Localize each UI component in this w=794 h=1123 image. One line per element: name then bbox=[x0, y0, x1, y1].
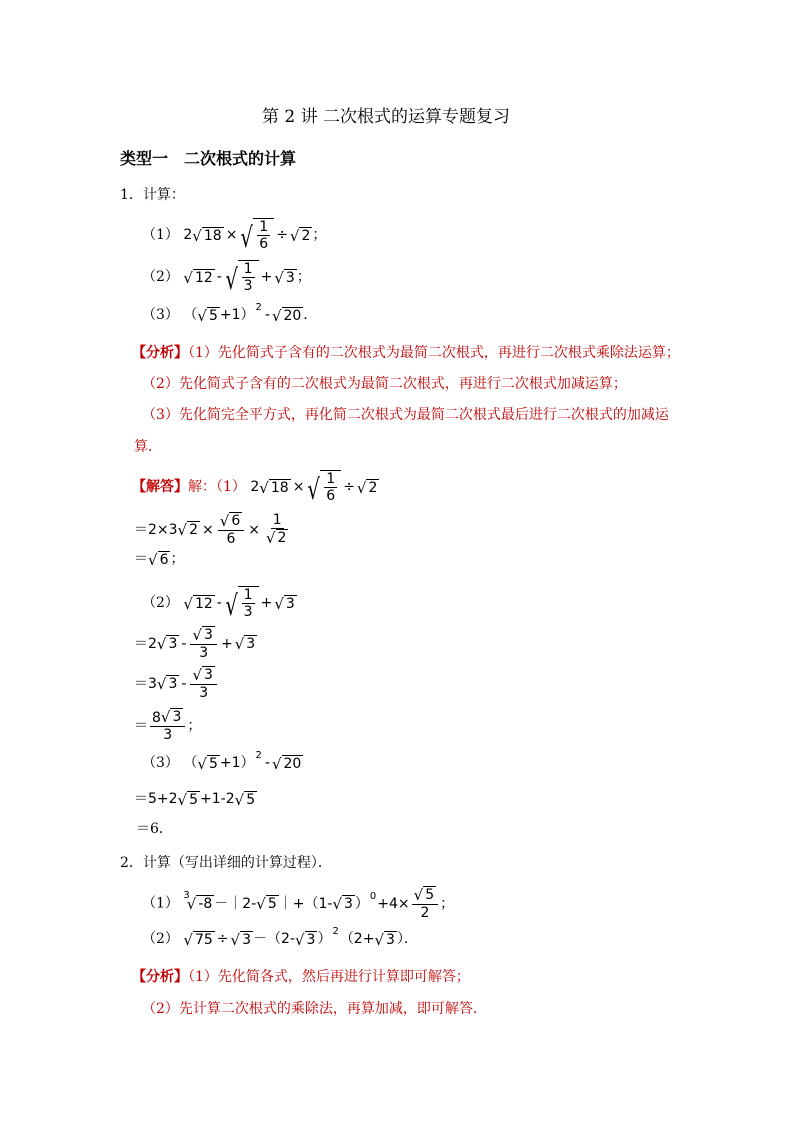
fraction: √ 6 6 bbox=[218, 512, 244, 547]
radicand: 3 bbox=[246, 636, 256, 652]
denominator: 3 bbox=[199, 685, 209, 701]
q1-step-4 bbox=[134, 666, 219, 701]
sqrt-fraction: √ $\frac{1}{3}$ bbox=[224, 586, 259, 620]
expression bbox=[134, 708, 201, 743]
equals: ＝ bbox=[134, 551, 148, 567]
expression: ＝ 3 √ 3 - √ 3 3 bbox=[134, 666, 219, 701]
q2-analysis-line-2: （2）先计算二次根式的乘除法，再算加减，即可解答． bbox=[142, 1001, 487, 1017]
sqrt: √ 12 bbox=[183, 594, 213, 613]
radicand: 3 bbox=[386, 931, 395, 948]
radicand: 3 bbox=[285, 595, 295, 612]
q1-step-7: ＝6． bbox=[136, 821, 173, 837]
analysis-text: （1）先化简式子含有的二次根式为最简二次根式，再进行二次根式乘除法运算； bbox=[188, 345, 680, 361]
radicand: 5 bbox=[208, 755, 218, 772]
term: +1-2 bbox=[200, 791, 235, 807]
punct: ； bbox=[440, 895, 455, 912]
label: （1） bbox=[142, 227, 179, 243]
expression: （ √ 5 +1） 2 - √ 20 bbox=[183, 752, 303, 774]
label: （2） bbox=[142, 269, 179, 285]
radicand: 5 bbox=[246, 791, 256, 808]
punct: ． bbox=[303, 307, 318, 323]
punct: ； bbox=[312, 227, 327, 243]
q2-stem: 2．计算（写出详细的计算过程）． bbox=[120, 855, 332, 871]
radicand: 3 bbox=[204, 667, 213, 683]
exponent: 0 bbox=[369, 890, 377, 902]
answer-tag: 【解答】 bbox=[132, 479, 188, 495]
radicand: 3 bbox=[344, 896, 353, 912]
term: （2+ bbox=[339, 931, 375, 947]
radicand: 18 bbox=[270, 479, 289, 496]
numerator: 1 bbox=[259, 219, 269, 235]
sqrt: √ 2 bbox=[177, 521, 199, 539]
radicand: 6 bbox=[231, 513, 241, 529]
equals: ＝ bbox=[134, 791, 148, 807]
exponent: 2 bbox=[332, 926, 339, 937]
term: 2 bbox=[148, 635, 157, 652]
numerator: 1 bbox=[243, 587, 253, 603]
sqrt: √ 3 bbox=[374, 930, 395, 949]
term: +1） bbox=[219, 755, 255, 771]
fraction: 1 √ 2 bbox=[265, 512, 287, 547]
label: （2） bbox=[142, 595, 179, 611]
equals: ＝ bbox=[134, 635, 148, 652]
q1-step-6 bbox=[134, 788, 257, 810]
sqrt: √ 3 bbox=[156, 635, 178, 653]
label: （1） bbox=[142, 895, 179, 912]
sqrt-fraction: √ $\frac{1}{6}$ bbox=[239, 218, 274, 252]
term: －（2- bbox=[252, 931, 295, 947]
radicand: 5 bbox=[425, 887, 435, 903]
label: （3） bbox=[142, 307, 179, 323]
q1-analysis-line-3: （3）先化简完全平方式，再化简二次根式为最简二次根式最后进行二次根式的加减运 bbox=[142, 407, 669, 423]
sqrt-fraction: √ $\frac{1}{6}$ bbox=[306, 470, 341, 504]
q2-part1 bbox=[142, 886, 454, 921]
punct: ）． bbox=[396, 931, 418, 947]
sqrt: √ 2 bbox=[356, 478, 378, 497]
radicand: 12 bbox=[194, 595, 213, 612]
sqrt-fraction: √ $\frac{1}{3}$ bbox=[224, 260, 259, 294]
q1-step-3 bbox=[134, 626, 257, 661]
punct: ； bbox=[187, 717, 202, 734]
radicand: 20 bbox=[283, 755, 302, 772]
punct: ； bbox=[170, 551, 185, 567]
expression: 2 √ 18 × √ $\frac{1}{6}$ ÷ √ 2 ； bbox=[183, 219, 327, 254]
equals: ＝ bbox=[134, 675, 148, 692]
analysis-text: （1）先化简各式，然后再进行计算即可解答； bbox=[188, 969, 470, 985]
q1-analysis-line-2: （2）先化简式子含有的二次根式为最简二次根式，再进行二次根式加减运算； bbox=[142, 376, 627, 392]
root-index: 3 bbox=[183, 889, 190, 901]
radicand: 3 bbox=[168, 676, 178, 692]
radicand: 3 bbox=[242, 931, 251, 948]
term: ｜+（1- bbox=[278, 895, 333, 912]
label: （3） bbox=[142, 755, 179, 771]
sqrt: √ 5 bbox=[197, 306, 218, 325]
q1-answer-part3 bbox=[142, 752, 303, 774]
radicand: 2 bbox=[189, 522, 199, 538]
sqrt: √ 75 bbox=[183, 930, 213, 949]
denominator: 3 bbox=[199, 645, 209, 661]
q1-analysis-line-4: 算． bbox=[134, 439, 162, 455]
q1-step-5 bbox=[134, 708, 201, 743]
radicand: 3 bbox=[306, 931, 316, 948]
sqrt: √ 18 bbox=[259, 478, 289, 497]
exponent: 2 bbox=[255, 302, 262, 313]
analysis-tag: 【分析】 bbox=[132, 969, 188, 985]
sqrt: √ 5 bbox=[177, 790, 199, 809]
coef: 2 bbox=[183, 227, 193, 243]
radicand: 3 bbox=[285, 269, 295, 286]
radicand: 5 bbox=[189, 791, 199, 808]
radicand: 20 bbox=[283, 307, 302, 324]
section-heading: 类型一 二次根式的计算 bbox=[120, 149, 297, 168]
expression: ＝ 2×3 √ 2 × √ 6 6 × 1 √ 2 bbox=[134, 512, 292, 547]
denominator: 3 bbox=[243, 278, 253, 294]
denominator: 6 bbox=[326, 488, 336, 504]
sqrt: √ 20 bbox=[271, 754, 302, 773]
numerator: 1 bbox=[272, 512, 282, 528]
expression: 2 √ 18 × √ $\frac{1}{6}$ ÷ √ 2 bbox=[250, 471, 378, 506]
expression bbox=[134, 548, 184, 570]
radicand: 3 bbox=[168, 636, 178, 652]
sqrt: √ 5 bbox=[197, 754, 218, 773]
q1-answer-part1 bbox=[132, 470, 379, 504]
radicand: 3 bbox=[172, 709, 182, 725]
sqrt: √ 5 bbox=[234, 790, 256, 809]
expression: （ √ 5 +1） 2 - √ 20 ． bbox=[183, 304, 317, 326]
sqrt: √ 6 bbox=[148, 550, 169, 569]
radicand: 2 bbox=[301, 227, 311, 244]
fraction: 8 √ 3 3 bbox=[150, 708, 185, 743]
page-title: 第 2 讲 二次根式的运算专题复习 bbox=[262, 107, 511, 127]
exponent: 2 bbox=[255, 750, 262, 761]
sqrt: √ 3 bbox=[230, 930, 251, 949]
radicand: 12 bbox=[194, 269, 213, 286]
punct: ； bbox=[296, 269, 311, 285]
q1-answer-part2 bbox=[142, 586, 297, 620]
sqrt: √ 3 bbox=[274, 594, 295, 613]
radicand: 2 bbox=[368, 479, 378, 496]
denominator: 3 bbox=[163, 727, 173, 743]
expression bbox=[134, 788, 257, 810]
term: +1） bbox=[219, 307, 255, 323]
fraction: √ 3 3 bbox=[190, 666, 216, 701]
sqrt: √ 20 bbox=[271, 306, 302, 325]
radicand: 75 bbox=[194, 931, 213, 948]
expression: √ 75 ÷ √ 3 －（2- √ 3 ） 2 （2+ √ 3 ）． bbox=[183, 928, 418, 950]
answer-prefix: 解：（1） bbox=[188, 479, 246, 495]
q2-part2 bbox=[142, 928, 418, 950]
q1-analysis-line-1 bbox=[132, 342, 680, 364]
q1-part1 bbox=[142, 218, 326, 252]
radicand: 5 bbox=[208, 307, 218, 324]
coef: 8 bbox=[152, 710, 161, 726]
coef: 2 bbox=[250, 479, 260, 495]
term: +4× bbox=[377, 895, 410, 912]
term: －｜2- bbox=[214, 895, 257, 912]
denominator: 6 bbox=[259, 236, 269, 252]
sqrt: √ 18 bbox=[192, 226, 222, 245]
radicand: 2 bbox=[277, 530, 287, 546]
sqrt: √ 12 bbox=[183, 268, 213, 287]
denominator: 2 bbox=[420, 905, 430, 921]
numerator: 1 bbox=[243, 261, 253, 277]
q2-analysis-line-1 bbox=[132, 966, 470, 988]
sqrt: √ 2 bbox=[289, 226, 311, 245]
sqrt: √ 3 bbox=[234, 635, 256, 653]
term: 5+2 bbox=[148, 791, 178, 807]
expression: √ 12 - √ $\frac{1}{3}$ + √ 3 bbox=[183, 587, 295, 622]
fraction: √ 3 3 bbox=[190, 626, 216, 661]
denominator: 3 bbox=[243, 604, 253, 620]
equals: ＝ bbox=[134, 521, 148, 538]
sqrt: √ 3 bbox=[332, 895, 353, 913]
radicand: 3 bbox=[204, 627, 213, 643]
fraction: √ 5 2 bbox=[412, 886, 438, 921]
sqrt: √ 3 bbox=[274, 268, 295, 287]
radicand: 18 bbox=[203, 227, 222, 244]
q1-part2 bbox=[142, 260, 311, 294]
cube-root: √ -8 bbox=[186, 895, 213, 913]
sqrt: √ 3 bbox=[294, 930, 316, 949]
expression: 3 √ -8 －｜2- √ 5 ｜+（1- √ 3 ） 0 +4× √ 5 2 ； bbox=[183, 886, 455, 921]
label: （2） bbox=[142, 931, 179, 947]
expression: √ 12 - √ $\frac{1}{3}$ + √ 3 ； bbox=[183, 261, 311, 296]
denominator: 6 bbox=[226, 531, 236, 547]
radicand: -8 bbox=[198, 896, 213, 912]
q1-part3 bbox=[142, 304, 317, 326]
term: 2×3 bbox=[148, 521, 178, 538]
sqrt: √ 5 bbox=[256, 895, 277, 913]
numerator: 1 bbox=[326, 471, 336, 487]
q1-step-2 bbox=[134, 548, 184, 570]
sqrt: √ 3 bbox=[156, 675, 178, 693]
analysis-tag: 【分析】 bbox=[132, 345, 188, 361]
term: 3 bbox=[148, 675, 157, 692]
radicand: 5 bbox=[267, 896, 277, 912]
q1-step-1 bbox=[134, 512, 292, 547]
equals: ＝ bbox=[134, 717, 148, 734]
q1-stem: 1．计算： bbox=[120, 187, 185, 203]
expression: ＝ 2 √ 3 - √ 3 3 + √ 3 bbox=[134, 626, 256, 661]
radicand: 6 bbox=[159, 551, 169, 568]
